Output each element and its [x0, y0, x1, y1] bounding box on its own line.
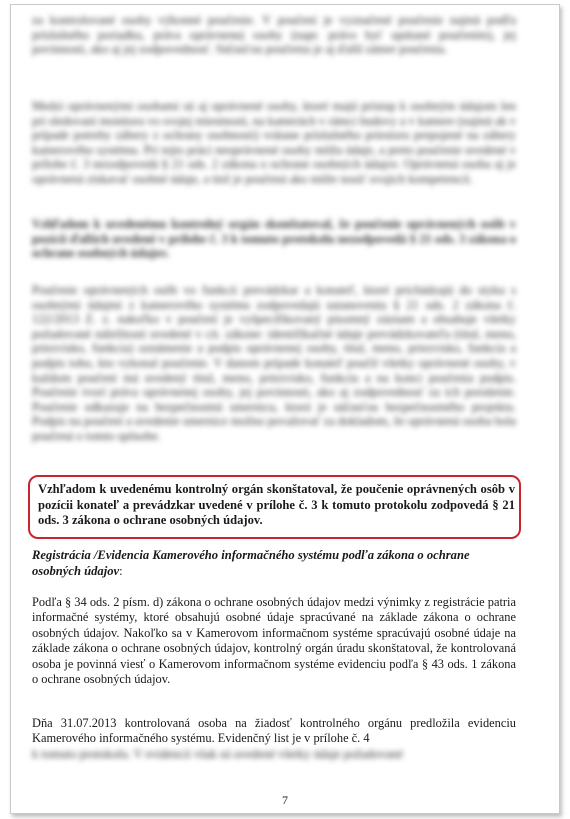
section-heading-colon: :	[119, 563, 123, 578]
blurred-paragraph-4: Poučenie oprávnených osôb vo funkcii prevádzkar a konateľ, ktoré prichádzajú do styku s osobnými údajmi z kamerového systému zodpovedajú ustanoveniu § 21 ods. 2 zákona č. 122/2013 Z. z. nakoľko v poučení je vyšpecifikovaný písomný záznam a obsahuje všetky požadované náležitosti uvedené v cit. zákone: identifikačné údaje prevádzkovateľa (titul, meno, priezvisko, funkcia) oznámenie a podpis oprávnenej osoby, titul, meno, priezvisko, funkcia a podpis toho, kto vykonal poučenie. V danom prípade konateľ poučil všetky oprávnené osoby, v každom poučení má uvedený titul, meno, priezvisko, funkciu a na konci poučenia podpis. Poučenie tvorí práva oprávnenej osoby, jej povinnosti, ako aj zodpovednosť za ich porušenie. Poučenie odkazuje na bezpečnostnú smernicu, ktorá je súčasťou bezpečnostného projektu. Podpis na poučení a uvedenie smernice možno považovať za dokladom, že oprávnená osoba bola poučená o tomto spôsobe.	[32, 283, 516, 443]
highlighted-conclusion: Vzhľadom k uvedenému kontrolný orgán skonštatoval, že poučenie oprávnených osôb v pozícii konateľ a prevádzkar uvedené v prílohe č. 3 k tomuto protokolu zodpovedá § 21 ods. 3 zákona o ochrane osobných údajov.	[38, 482, 515, 527]
blurred-paragraph-3: Vzhľadom k uvedenému kontrolný orgán skonštatoval, že poučenie oprávnených osôb v pozícii ďalších uvedené v prílohe č. 3 k tomuto protokolu nezodpovedá § 21 ods. 3 zákona o ochrane osobných údajov.	[32, 217, 516, 261]
page-number: 7	[282, 793, 288, 807]
blurred-paragraph-1: za kontrolované osoby výkonné poučenie. V poučení je vyznačené poučenie najmä podľa príslušného poriadku, práva oprávnenej osoby (napr. právo byť upútané poučením), jej povinnosti, ako aj jej zodpovednosť. Súčasťou poučenia je aj ďalší zámer poučenia.	[32, 13, 516, 57]
section-heading	[32, 548, 516, 579]
highlight-box	[28, 475, 521, 539]
paragraph-evidence-blurred: k tomuto protokolu. V evidencii však sú uvedené všetky údaje požadované	[32, 747, 403, 761]
paragraph-registration: Podľa § 34 ods. 2 písm. d) zákona o ochrane osobných údajov medzi výnimky z registrácie patria informačné systémy, ktoré obsahujú osobné údaje spracúvané na základe zákona o ochrane osobných údajov. Nakoľko sa v Kamerovom informačnom systéme spracúvajú osobné údaje na základe zákona o ochrane osobných údajov, kontrolný orgán úradu skonštatoval, že kontrolovaná osoba je povinná viesť o Kamerovom informačnom systéme evidenciu podľa § 43 ods. 1 zákona o ochrane osobných údajov.	[32, 595, 516, 687]
document-page	[10, 4, 560, 814]
paragraph-evidence: Dňa 31.07.2013 kontrolovaná osoba na žiadosť kontrolného orgánu predložila evidenciu Kamerového informačného systému. Evidenčný list je v prílohe č. 4	[32, 716, 516, 746]
blurred-paragraph-2: Medzi oprávnenými osobami sú aj oprávnené osoby, ktoré majú prístup k osobným údajom len pri sledovaní monitora vo svojej miestnosti, na kamerách v rámci budovy a v kamere (najmä ak v prípade potreby zábery z ochrany osobnosti) vrátane príslušného priestoru prepojené na zábery kamerového systému. Pri tejto práci neoprávnené osoby môžu údaje, a preto poučenie uvedené v prílohe č. 3 nezodpovedá § 21 ods. 2 zákona o ochrane osobných údajov. Oprávnená osoba aj je oprávnená získavať osobné údaje, a tiež je poučená ako môže nosiť svojich kompetencií.	[32, 99, 516, 186]
section-heading-title: Registrácia /Evidencia Kamerového informačného systému podľa zákona o ochrane osobných údajov	[32, 548, 470, 578]
